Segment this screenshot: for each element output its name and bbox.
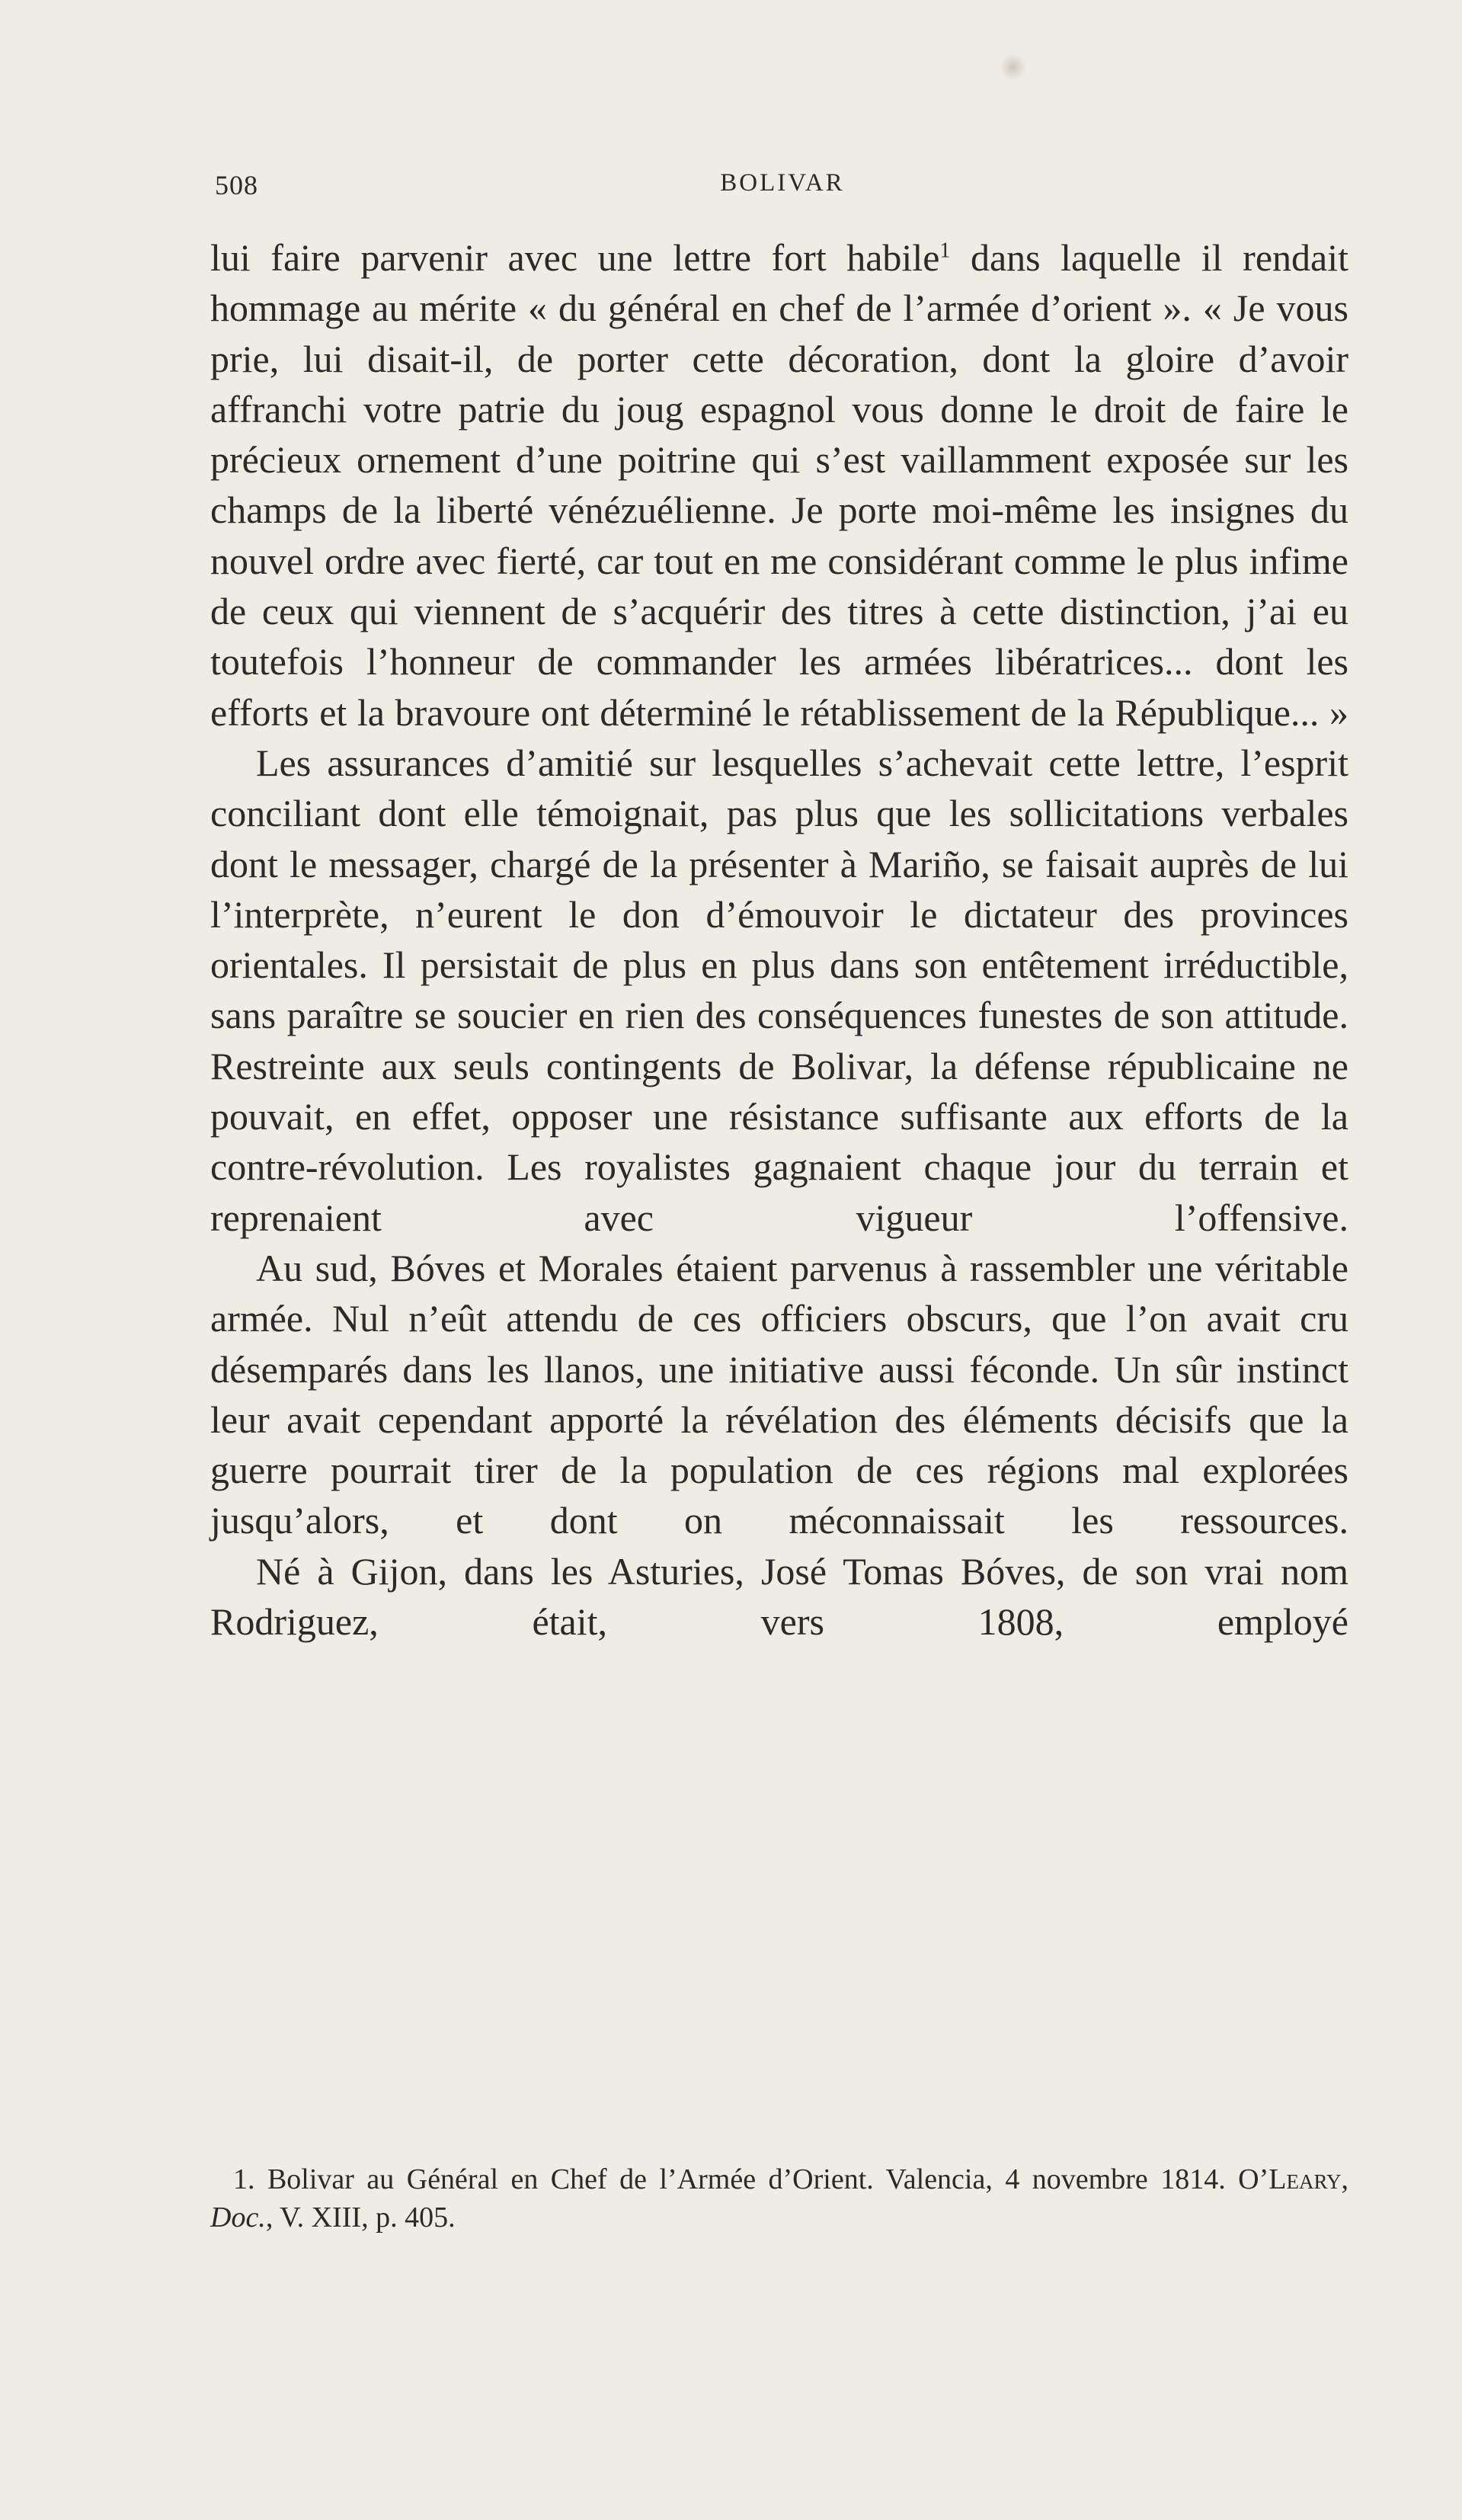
paragraph-1: lui faire parvenir avec une lettre fort habile$^1$ dans laquelle il rendait hommage au mérite « du général en chef de l’armée d’orient ». « Je vous prie, lui disait-il, de porter cette décoration, dont la gloire d’avoir affranchi votre patrie du joug espagnol vous donne le droit de faire le précieux ornement d’une poitrine qui s’est vaillamment exposée sur les champs de la liberté vénézuélienne. Je porte moi-même les insignes du nouvel ordre avec fierté, car tout en me considérant comme le plus infime de ceux qui viennent de s’acquérir des titres à cette distinction, j’ai eu toutefois l’honneur de commander les armées libératrices... dont les efforts et la bravoure ont déterminé le rétablissement de la République... » — [210, 236, 1348, 734]
footnote-author: Leary — [1268, 2163, 1342, 2195]
main-text — [210, 232, 1348, 1647]
footnotes — [210, 2160, 1348, 2237]
page-number: 508 — [215, 170, 258, 200]
running-title: BOLIVAR — [720, 169, 845, 197]
paragraph-4: Né à Gijon, dans les Asturies, José Tomas Bóves, de son vrai nom Rodriguez, était, vers 1808, employé — [210, 1549, 1348, 1644]
footnote-reference: 1 — [939, 239, 951, 263]
paragraph-2: Les assurances d’amitié sur lesquelles s’achevait cette lettre, l’esprit conciliant dont elle témoignait, pas plus que les sollicitations verbales dont le messager, chargé de la présenter à Mariño, se faisait auprès de lui l’interprète, n’eurent le don d’émouvoir le dictateur des provinces orientales. Il persistait de plus en plus dans son entêtement irréductible, sans paraître se soucier en rien des conséquences funestes de son attitude. Restreinte aux seuls contingents de Bolivar, la défense républicaine ne pouvait, en effet, opposer une résistance suffisante aux efforts de la contre-révolution. Les royalistes gagnaient chaque jour du terrain et reprenaient avec vigueur l’offensive. — [210, 741, 1348, 1239]
paragraph-3: Au sud, Bóves et Morales étaient parvenus à rassembler une véritable armée. Nul n’eût attendu de ces officiers obscurs, que l’on avait cru désemparés dans les llanos, une initiative aussi féconde. Un sûr instinct leur avait cependant apporté la révélation des éléments décisifs que la guerre pourrait tirer de la population de ces régions mal explorées jusqu’alors, et dont on méconnaissait les ressources. — [210, 1246, 1348, 1542]
footnote-1: 1. Bolivar au Général en Chef de l’Armée d’Orient. Valencia, 4 novembre 1814. O’Leary, Doc., V. XIII, p. 405. — [210, 2163, 1348, 2233]
paper-blemish — [1000, 53, 1027, 81]
footnote-source: Doc. — [210, 2201, 266, 2233]
page-header — [215, 169, 1350, 207]
